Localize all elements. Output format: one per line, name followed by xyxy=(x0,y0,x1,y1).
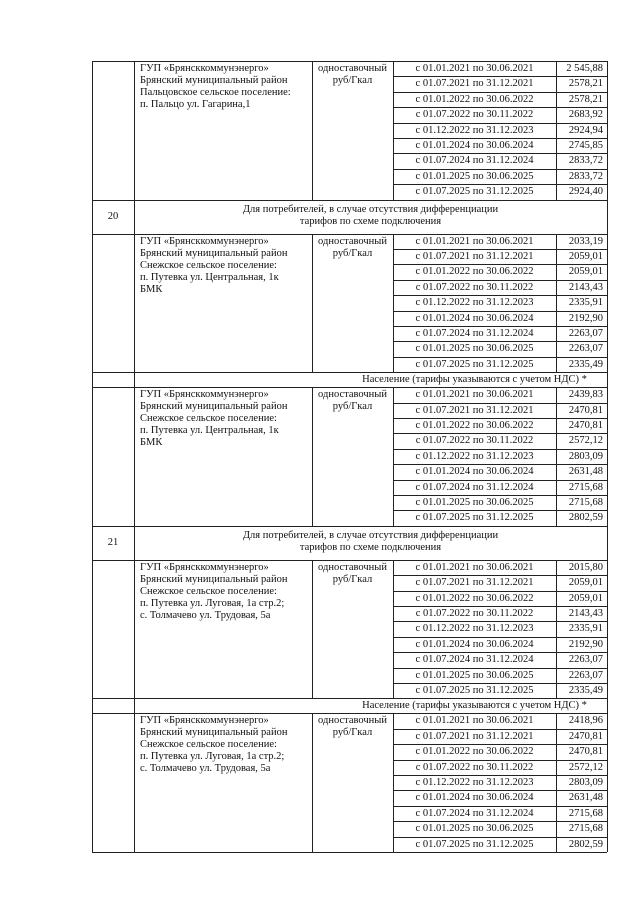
organization-line: Брянский муниципальный район xyxy=(140,573,288,585)
tariff-value: 2192,90 xyxy=(568,312,603,324)
table-rule xyxy=(393,76,607,77)
table-rule xyxy=(393,637,607,638)
tariff-period: с 01.07.2021 по 31.12.2021 xyxy=(415,730,534,742)
table-rule xyxy=(556,234,557,373)
tariff-period: с 01.07.2021 по 31.12.2021 xyxy=(415,78,534,90)
rate-unit: руб/Гкал xyxy=(332,247,373,259)
tariff-period: с 01.07.2025 по 31.12.2025 xyxy=(415,685,534,696)
tariff-value: 2263,07 xyxy=(568,343,603,355)
table-rule xyxy=(556,61,557,200)
table-rule xyxy=(393,495,607,496)
table-rule xyxy=(393,713,394,852)
organization-line: ГУП «Брянсккоммунэнерго» xyxy=(140,389,269,401)
tariff-period: с 01.07.2022 по 30.11.2022 xyxy=(415,281,534,293)
table-rule xyxy=(393,311,607,312)
population-note: Население (тарифы указываются с учетом НДС) * xyxy=(362,700,587,712)
tariff-value: 2 545,88 xyxy=(566,63,603,74)
organization-line: Снежское сельское поселение: xyxy=(140,413,277,425)
tariff-period: с 01.12.2022 по 31.12.2023 xyxy=(415,623,534,635)
table-rule xyxy=(134,713,135,852)
table-rule xyxy=(92,372,93,387)
table-rule xyxy=(393,153,607,154)
tariff-period: с 01.01.2025 по 30.06.2025 xyxy=(415,669,534,681)
tariff-value: 2715,68 xyxy=(568,481,603,493)
table-rule xyxy=(92,560,607,561)
table-rule xyxy=(393,184,607,185)
tariff-period: с 01.01.2025 по 30.06.2025 xyxy=(415,343,534,355)
tariff-period: с 01.01.2022 по 30.06.2022 xyxy=(415,592,534,604)
tariff-value: 2715,68 xyxy=(568,807,603,819)
table-rule xyxy=(134,560,135,699)
organization-line: Снежское сельское поселение: xyxy=(140,585,277,597)
table-rule xyxy=(92,200,93,234)
tariff-period: с 01.01.2021 по 30.06.2021 xyxy=(415,715,534,727)
table-rule xyxy=(607,526,608,560)
table-rule xyxy=(393,806,607,807)
table-rule xyxy=(393,169,607,170)
organization-line: ГУП «Брянсккоммунэнерго» xyxy=(140,561,269,573)
tariff-value: 2631,48 xyxy=(568,466,603,478)
tariff-period: с 01.07.2022 по 30.11.2022 xyxy=(415,761,534,773)
tariff-value: 2335,49 xyxy=(568,358,603,370)
rate-type: одноставочный xyxy=(318,715,387,727)
table-rule xyxy=(92,61,607,62)
tariff-period: с 01.07.2022 по 30.11.2022 xyxy=(415,109,534,121)
table-rule xyxy=(134,200,135,234)
tariff-value: 2833,72 xyxy=(568,155,603,167)
organization-address xyxy=(140,562,287,622)
table-rule xyxy=(393,668,607,669)
table-rule xyxy=(393,606,607,607)
table-rule xyxy=(92,698,93,713)
organization-line: БМК xyxy=(140,437,163,449)
tariff-value: 2803,09 xyxy=(568,450,603,462)
tariff-value: 2059,01 xyxy=(568,251,603,262)
organization-line: п. Путевка ул. Центральная, 1к xyxy=(140,271,279,283)
table-rule xyxy=(312,713,313,852)
table-rule xyxy=(92,372,607,373)
rate-type: одноставочный xyxy=(318,63,387,74)
tariff-period: с 01.01.2022 по 30.06.2022 xyxy=(415,93,534,105)
table-rule xyxy=(92,387,93,526)
table-rule xyxy=(607,698,608,713)
table-rule xyxy=(393,837,607,838)
tariff-period: с 01.01.2024 по 30.06.2024 xyxy=(415,140,534,151)
table-rule xyxy=(134,698,135,713)
organization-line: п. Путевка ул. Луговая, 1а стр.2; xyxy=(140,751,285,763)
table-rule xyxy=(393,560,394,699)
tariff-period: с 01.01.2025 по 30.06.2025 xyxy=(415,823,534,835)
tariff-period: с 01.07.2024 по 31.12.2024 xyxy=(415,807,534,819)
tariff-value: 2059,01 xyxy=(568,577,603,589)
table-rule xyxy=(92,234,607,235)
table-rule xyxy=(607,560,608,699)
tariff-value: 2924,40 xyxy=(568,186,603,198)
tariff-value: 2263,07 xyxy=(568,328,603,339)
tariff-value: 2572,12 xyxy=(568,761,603,773)
tariff-period: с 01.01.2024 по 30.06.2024 xyxy=(415,792,534,804)
tariff-period: с 01.07.2021 по 31.12.2021 xyxy=(415,577,534,589)
tariff-value: 2683,92 xyxy=(568,109,603,121)
table-rule xyxy=(607,234,608,373)
tariff-value: 2578,21 xyxy=(568,93,603,105)
table-rule xyxy=(393,107,607,108)
table-rule xyxy=(393,61,394,200)
tariff-value: 2335,91 xyxy=(568,623,603,635)
table-rule xyxy=(393,138,607,139)
table-rule xyxy=(134,387,135,526)
table-rule xyxy=(393,744,607,745)
tariff-period: с 01.07.2025 по 31.12.2025 xyxy=(415,512,534,524)
organization-line: Снежское сельское поселение: xyxy=(140,739,277,751)
table-rule xyxy=(607,200,608,234)
tariff-period: с 01.12.2022 по 31.12.2023 xyxy=(415,297,534,309)
tariff-value: 2143,43 xyxy=(568,281,603,293)
tariff-period: с 01.01.2021 по 30.06.2021 xyxy=(415,389,534,401)
table-rule xyxy=(134,526,135,560)
tariff-value: 2470,81 xyxy=(568,420,603,431)
table-rule xyxy=(393,123,607,124)
organization-address xyxy=(140,236,287,296)
table-rule xyxy=(92,387,607,388)
tariff-period: с 01.07.2022 по 30.11.2022 xyxy=(415,435,534,447)
table-rule xyxy=(393,249,607,250)
table-rule xyxy=(607,372,608,387)
table-rule xyxy=(92,200,607,201)
tariff-value: 2470,81 xyxy=(568,404,603,416)
table-rule xyxy=(92,234,93,373)
table-rule xyxy=(312,560,313,699)
tariff-value: 2833,72 xyxy=(568,170,603,182)
table-rule xyxy=(393,510,607,511)
tariff-period: с 01.12.2022 по 31.12.2023 xyxy=(415,777,534,788)
organization-line: Брянский муниципальный район xyxy=(140,247,288,259)
organization-line: Брянский муниципальный район xyxy=(140,401,288,413)
table-rule xyxy=(312,387,313,526)
table-rule xyxy=(312,234,313,373)
table-rule xyxy=(393,234,394,373)
tariff-value: 2631,48 xyxy=(568,792,603,804)
tariff-period: с 01.01.2022 по 30.06.2022 xyxy=(415,746,534,758)
table-rule xyxy=(393,264,607,265)
table-rule xyxy=(556,387,557,526)
organization-line: ГУП «Брянсккоммунэнерго» xyxy=(140,715,269,727)
organization-line: БМК xyxy=(140,283,163,295)
tariff-value: 2015,80 xyxy=(568,561,603,573)
organization-line: Снежское сельское поселение: xyxy=(140,259,277,271)
block-header-line: Для потребителей, в случае отсутствия дифференциации xyxy=(242,529,499,541)
tariff-value: 2143,43 xyxy=(568,608,603,619)
table-rule xyxy=(393,449,607,450)
table-rule xyxy=(134,61,135,200)
table-rule xyxy=(393,357,607,358)
organization-line: с. Толмачево ул. Трудовая, 5а xyxy=(140,763,271,775)
rate-unit: руб/Гкал xyxy=(332,75,373,86)
tariff-period: с 01.01.2024 по 30.06.2024 xyxy=(415,466,534,478)
rate-type: одноставочный xyxy=(318,235,387,247)
organization-line: п. Пальцо ул. Гагарина,1 xyxy=(140,99,251,110)
rate-type: одноставочный xyxy=(318,389,387,401)
tariff-period: с 01.07.2025 по 31.12.2025 xyxy=(415,838,534,850)
tariff-period: с 01.01.2025 по 30.06.2025 xyxy=(415,497,534,508)
rate-unit: руб/Гкал xyxy=(332,573,373,585)
table-rule xyxy=(607,61,608,200)
organization-line: ГУП «Брянсккоммунэнерго» xyxy=(140,63,269,74)
organization-line: Брянский муниципальный район xyxy=(140,727,288,739)
tariff-value: 2033,19 xyxy=(568,235,603,247)
tariff-value: 2802,59 xyxy=(568,512,603,524)
tariff-period: с 01.01.2022 по 30.06.2022 xyxy=(415,420,534,431)
rate-unit: руб/Гкал xyxy=(332,727,373,739)
tariff-period: с 01.01.2024 по 30.06.2024 xyxy=(415,638,534,650)
table-rule xyxy=(92,526,607,527)
tariff-period: с 01.01.2022 по 30.06.2022 xyxy=(415,266,534,278)
table-rule xyxy=(393,480,607,481)
table-rule xyxy=(393,92,607,93)
tariff-period: с 01.01.2024 по 30.06.2024 xyxy=(415,312,534,324)
population-note: Население (тарифы указываются с учетом НДС) * xyxy=(362,374,587,386)
table-rule xyxy=(393,591,607,592)
table-rule xyxy=(393,341,607,342)
tariff-value: 2572,12 xyxy=(568,435,603,447)
table-rule xyxy=(556,560,557,699)
tariff-value: 2263,07 xyxy=(568,669,603,681)
tariff-value: 2470,81 xyxy=(568,746,603,758)
table-rule xyxy=(92,713,93,852)
table-rule xyxy=(393,575,607,576)
organization-line: п. Путевка ул. Луговая, 1а стр.2; xyxy=(140,597,285,609)
tariff-period: с 01.07.2024 по 31.12.2024 xyxy=(415,481,534,493)
table-rule xyxy=(393,621,607,622)
tariff-period: с 01.01.2021 по 30.06.2021 xyxy=(415,63,534,74)
organization-line: с. Толмачево ул. Трудовая, 5а xyxy=(140,609,271,621)
tariff-value: 2470,81 xyxy=(568,730,603,742)
block-header-line: тарифов по схеме подключения xyxy=(299,215,442,227)
table-rule xyxy=(607,713,608,852)
tariff-period: с 01.07.2025 по 31.12.2025 xyxy=(415,358,534,370)
tariff-value: 2745,85 xyxy=(568,140,603,151)
table-rule xyxy=(393,280,607,281)
organization-address xyxy=(140,389,287,449)
tariff-period: с 01.07.2022 по 30.11.2022 xyxy=(415,608,534,619)
tariff-period: с 01.07.2024 по 31.12.2024 xyxy=(415,328,534,339)
organization-line: Брянский муниципальный район xyxy=(140,75,288,86)
table-rule xyxy=(393,433,607,434)
rate-unit: руб/Гкал xyxy=(332,401,373,413)
table-rule xyxy=(92,713,607,714)
table-rule xyxy=(393,464,607,465)
rate-type: одноставочный xyxy=(318,561,387,573)
organization-line: ГУП «Брянсккоммунэнерго» xyxy=(140,235,269,247)
organization-address xyxy=(140,63,291,111)
table-rule xyxy=(393,729,607,730)
tariff-value: 2059,01 xyxy=(568,592,603,604)
tariff-value: 2418,96 xyxy=(568,715,603,727)
organization-address xyxy=(140,715,287,775)
table-rule xyxy=(393,387,394,526)
tariff-value: 2803,09 xyxy=(568,777,603,788)
tariff-value: 2578,21 xyxy=(568,78,603,90)
tariff-period: с 01.07.2021 по 31.12.2021 xyxy=(415,404,534,416)
tariff-period: с 01.01.2025 по 30.06.2025 xyxy=(415,170,534,182)
organization-line: п. Путевка ул. Центральная, 1к xyxy=(140,425,279,437)
table-rule xyxy=(393,760,607,761)
tariff-value: 2439,83 xyxy=(568,389,603,401)
table-rule xyxy=(393,403,607,404)
table-rule xyxy=(393,418,607,419)
tariff-period: с 01.07.2025 по 31.12.2025 xyxy=(415,186,534,198)
block-header-line: тарифов по схеме подключения xyxy=(299,541,442,553)
tariff-value: 2715,68 xyxy=(568,497,603,508)
tariff-value: 2335,91 xyxy=(568,297,603,309)
tariff-period: с 01.12.2022 по 31.12.2023 xyxy=(415,450,534,462)
table-rule xyxy=(92,526,93,560)
tariff-value: 2802,59 xyxy=(568,838,603,850)
block-number: 21 xyxy=(107,536,119,548)
tariff-value: 2335,49 xyxy=(568,685,603,696)
tariff-period: с 01.07.2021 по 31.12.2021 xyxy=(415,251,534,262)
tariff-period: с 01.12.2022 по 31.12.2023 xyxy=(415,124,534,136)
tariff-period: с 01.07.2024 по 31.12.2024 xyxy=(415,654,534,666)
tariff-period: с 01.01.2021 по 30.06.2021 xyxy=(415,561,534,573)
block-number: 20 xyxy=(107,210,119,222)
table-rule xyxy=(393,775,607,776)
tariff-period: с 01.07.2024 по 31.12.2024 xyxy=(415,155,534,167)
tariff-value: 2059,01 xyxy=(568,266,603,278)
table-rule xyxy=(607,387,608,526)
organization-line: Пальцовское сельское поселение: xyxy=(140,87,291,98)
table-rule xyxy=(393,295,607,296)
table-rule xyxy=(393,790,607,791)
table-rule xyxy=(92,698,607,699)
tariff-value: 2263,07 xyxy=(568,654,603,666)
table-rule xyxy=(92,560,93,699)
table-rule xyxy=(393,326,607,327)
table-rule xyxy=(134,372,135,387)
table-rule xyxy=(393,821,607,822)
tariff-value: 2715,68 xyxy=(568,823,603,835)
table-rule xyxy=(134,234,135,373)
block-header-line: Для потребителей, в случае отсутствия дифференциации xyxy=(242,203,499,215)
table-rule xyxy=(92,61,93,200)
table-rule xyxy=(393,683,607,684)
tariff-period: с 01.01.2021 по 30.06.2021 xyxy=(415,235,534,247)
tariff-value: 2924,94 xyxy=(568,124,603,136)
table-rule xyxy=(312,61,313,200)
table-rule xyxy=(92,852,607,853)
table-rule xyxy=(556,713,557,852)
tariff-value: 2192,90 xyxy=(568,638,603,650)
table-rule xyxy=(393,652,607,653)
